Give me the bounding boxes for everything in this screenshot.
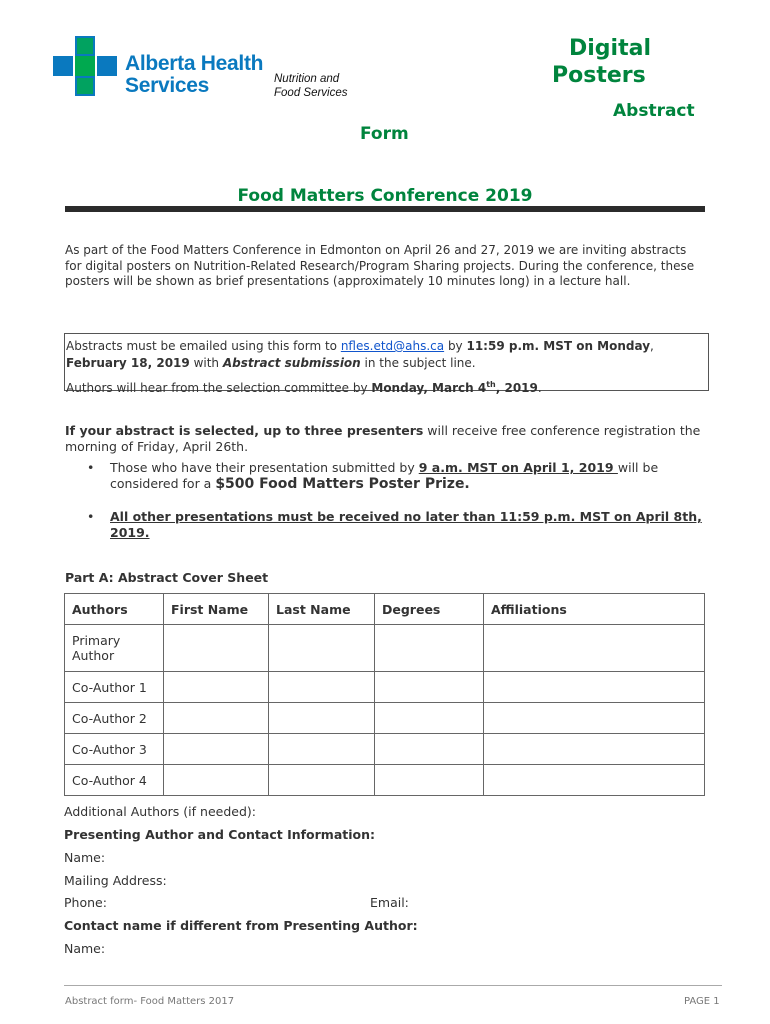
- conference-title: Food Matters Conference 2019: [237, 186, 533, 206]
- list-item: [65, 509, 705, 540]
- ahs-cross-icon: [53, 36, 117, 96]
- doc-title-line4: Form: [360, 124, 409, 144]
- bullet-date: 9 a.m. MST on April 1, 2019: [418, 460, 618, 475]
- part-a-heading: Part A: Abstract Cover Sheet: [65, 570, 269, 585]
- first-name-cell[interactable]: [164, 734, 269, 765]
- bullet-icon: •: [87, 460, 95, 475]
- last-name-cell[interactable]: [269, 703, 375, 734]
- contact-name-heading: Contact name if different from Presenting Author:: [64, 918, 418, 933]
- row-label: Co-Author 1: [65, 672, 164, 703]
- degrees-cell[interactable]: [375, 765, 484, 796]
- doc-title-line2: Posters: [552, 63, 646, 88]
- last-name-cell[interactable]: [269, 625, 375, 672]
- table-row: [65, 765, 705, 796]
- first-name-cell[interactable]: [164, 625, 269, 672]
- selected-rest: will receive free conference registration the morning of Friday, April 26th.: [65, 423, 701, 454]
- notify-date-sup: th: [486, 380, 496, 389]
- logo-sub-line2: Food Services: [274, 87, 348, 96]
- page-number: PAGE 1: [684, 996, 720, 1007]
- degrees-cell[interactable]: [375, 672, 484, 703]
- affiliations-cell[interactable]: [484, 765, 705, 796]
- notice-text: in the subject line.: [360, 356, 476, 370]
- bullet-text: Those who have their presentation submitted by: [110, 460, 419, 475]
- col-first-name: First Name: [164, 594, 269, 625]
- footer-divider: [64, 985, 722, 986]
- notice-text: with: [189, 356, 223, 370]
- selected-bold: If your abstract is selected, up to three presenters: [65, 423, 424, 438]
- row-label: Co-Author 3: [65, 734, 164, 765]
- ahs-logo: [53, 36, 117, 96]
- notice-box: [64, 333, 709, 395]
- col-last-name: Last Name: [269, 594, 375, 625]
- subject-text: Abstract submission: [222, 356, 361, 370]
- degrees-cell[interactable]: [375, 703, 484, 734]
- table-row: [65, 703, 705, 734]
- doc-title-line1: Digital: [569, 36, 651, 61]
- first-name-cell[interactable]: [164, 765, 269, 796]
- notice-text: Authors will hear from the selection committee by: [66, 381, 372, 395]
- logo-line2: Services: [125, 74, 210, 97]
- phone-label: Phone:: [64, 895, 107, 910]
- table-row: [65, 734, 705, 765]
- last-name-cell[interactable]: [269, 672, 375, 703]
- logo-sub-line1: Nutrition and: [274, 73, 340, 85]
- contact-name-label: Name:: [64, 941, 106, 956]
- additional-authors-label: Additional Authors (if needed):: [64, 804, 256, 819]
- notify-date: Monday, March 4: [371, 381, 487, 395]
- presenting-author-heading: Presenting Author and Contact Information:: [64, 827, 376, 842]
- notice-text: by: [444, 339, 467, 353]
- notice-text: Abstracts must be emailed using this form to: [66, 339, 341, 353]
- name-label: Name:: [64, 850, 106, 865]
- notify-year: , 2019: [495, 381, 538, 395]
- col-authors: Authors: [65, 594, 164, 625]
- bullet-icon: •: [87, 509, 95, 524]
- col-affiliations: Affiliations: [484, 594, 705, 625]
- notice-text: ,: [650, 339, 654, 353]
- table-row: [65, 672, 705, 703]
- affiliations-cell[interactable]: [484, 672, 705, 703]
- prize-list: [65, 460, 705, 540]
- prize-text: $500 Food Matters Poster Prize.: [215, 475, 470, 492]
- notice-line1: [66, 338, 708, 372]
- selected-paragraph: [65, 423, 705, 454]
- row-label: Co-Author 2: [65, 703, 164, 734]
- table-row: [65, 625, 705, 672]
- logo-subtitle: [274, 72, 348, 96]
- deadline-date: February 18, 2019: [66, 356, 190, 370]
- last-name-cell[interactable]: [269, 765, 375, 796]
- degrees-cell[interactable]: [375, 625, 484, 672]
- email-link[interactable]: nfles.etd@ahs.ca: [340, 339, 445, 353]
- doc-title-line3: Abstract: [613, 101, 695, 121]
- cover-sheet-table: [64, 593, 705, 796]
- title-rule: [65, 206, 705, 212]
- email-label: Email:: [370, 895, 409, 910]
- footer-left: Abstract form- Food Matters 2017: [65, 996, 235, 1007]
- affiliations-cell[interactable]: [484, 625, 705, 672]
- bullet-text: will be considered for a: [110, 460, 659, 491]
- bullet-deadline: All other presentations must be received no later than 11:59 p.m. MST on April 8th, 2019.: [110, 509, 702, 540]
- affiliations-cell[interactable]: [484, 734, 705, 765]
- notice-text: .: [537, 381, 542, 395]
- row-label: Primary Author: [65, 625, 164, 672]
- intro-paragraph: As part of the Food Matters Conference in Edmonton on April 26 and 27, 2019 we are inviting abstracts for digital posters on Nutrition-Related Research/Program Sharing projects. During the conference, these posters will be shown as brief presentations (approximately 10 minutes long) in a lecture hall.: [65, 243, 695, 288]
- col-degrees: Degrees: [375, 594, 484, 625]
- logo-wordmark: [125, 53, 263, 97]
- first-name-cell[interactable]: [164, 703, 269, 734]
- degrees-cell[interactable]: [375, 734, 484, 765]
- affiliations-cell[interactable]: [484, 703, 705, 734]
- row-label: Co-Author 4: [65, 765, 164, 796]
- deadline-text: 11:59 p.m. MST on Monday: [466, 339, 651, 353]
- last-name-cell[interactable]: [269, 734, 375, 765]
- list-item: [65, 460, 705, 492]
- notice-line2: [66, 376, 708, 397]
- mailing-address-label: Mailing Address:: [64, 873, 167, 888]
- logo-line1: Alberta Health: [125, 52, 264, 75]
- first-name-cell[interactable]: [164, 672, 269, 703]
- table-header: [65, 594, 705, 625]
